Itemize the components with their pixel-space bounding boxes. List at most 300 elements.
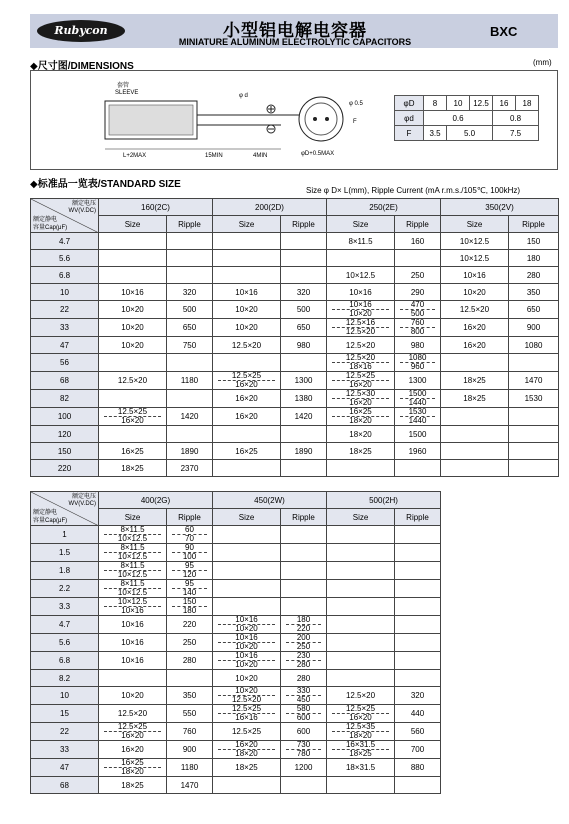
- size-cell: 18×25: [213, 759, 281, 777]
- lead-15min-label: 15MIN: [205, 153, 223, 159]
- table-row: [31, 372, 559, 390]
- voltage-header: 400(2G): [99, 492, 213, 509]
- capacitance-cell: 68: [31, 777, 99, 794]
- table-row: [31, 426, 559, 443]
- size-cell: [99, 250, 167, 267]
- ripple-cell: [395, 544, 441, 562]
- size-cell: [99, 267, 167, 284]
- dimension-row-phid: [395, 111, 539, 126]
- ripple-cell: [167, 267, 213, 284]
- size-cell: 8×11.5 10×12.5: [99, 562, 167, 580]
- size-header: Size: [327, 216, 395, 233]
- table-row: [31, 544, 441, 562]
- size-cell: 10×20: [213, 301, 281, 319]
- ripple-cell: 900: [167, 741, 213, 759]
- size-cell: [327, 652, 395, 670]
- size-cell: 10×20 12.5×20: [213, 687, 281, 705]
- size-cell: [327, 777, 395, 794]
- capacitance-cell: 4.7: [31, 616, 99, 634]
- ripple-cell: 760 800: [395, 319, 441, 337]
- size-cell: [99, 426, 167, 443]
- voltage-header: 200(2D): [213, 199, 327, 216]
- size-cell: [99, 233, 167, 250]
- table-row: [31, 267, 559, 284]
- length-label: L+2MAX: [123, 153, 147, 159]
- ripple-cell: 1500 1440: [395, 390, 441, 408]
- ripple-cell: [281, 354, 327, 372]
- capacitance-cell: 4.7: [31, 233, 99, 250]
- table-row: [31, 652, 441, 670]
- size-cell: 10×12.5 10×16: [99, 598, 167, 616]
- size-cell: 12.5×25 16×20: [99, 408, 167, 426]
- capacitance-cell: 220: [31, 460, 99, 477]
- capacitor-top-view: [299, 97, 343, 141]
- size-cell: 18×25: [99, 460, 167, 477]
- ripple-cell: 1380: [281, 390, 327, 408]
- ripple-cell: 650: [281, 319, 327, 337]
- size-cell: 10×12.5: [441, 233, 509, 250]
- f-label: F: [353, 119, 357, 125]
- ripple-cell: 1080 960: [395, 354, 441, 372]
- size-cell: 18×31.5: [327, 759, 395, 777]
- capacitance-cell: 22: [31, 723, 99, 741]
- capacitance-cell: 47: [31, 759, 99, 777]
- ripple-cell: 320: [281, 284, 327, 301]
- ripple-cell: [395, 526, 441, 544]
- unit-label: (mm): [533, 58, 552, 67]
- size-cell: 10×16: [99, 616, 167, 634]
- ripple-cell: 1530 1440: [395, 408, 441, 426]
- table-row: [31, 741, 441, 759]
- ripple-cell: 500: [281, 301, 327, 319]
- ripple-header: Ripple: [281, 509, 327, 526]
- ripple-cell: 440: [395, 705, 441, 723]
- ripple-cell: 470 500: [395, 301, 441, 319]
- size-cell: 16×25 18×20: [99, 759, 167, 777]
- ripple-cell: [281, 460, 327, 477]
- capacitance-cell: 10: [31, 687, 99, 705]
- ripple-cell: 760: [167, 723, 213, 741]
- ripple-cell: [395, 670, 441, 687]
- ripple-cell: 350: [167, 687, 213, 705]
- table-row: [31, 250, 559, 267]
- size-cell: 12.5×20: [99, 372, 167, 390]
- size-cell: [441, 460, 509, 477]
- ripple-header: Ripple: [167, 509, 213, 526]
- ripple-cell: [167, 250, 213, 267]
- ripple-cell: 230 280: [281, 652, 327, 670]
- capacitance-cell: 15: [31, 705, 99, 723]
- size-cell: 10×12.5: [327, 267, 395, 284]
- size-cell: 12.5×35 18×20: [327, 723, 395, 741]
- size-cell: 16×20: [99, 741, 167, 759]
- dimensions-heading: ◆尺寸图/DIMENSIONS: [30, 61, 134, 72]
- size-cell: [213, 426, 281, 443]
- size-cell: 16×20: [441, 319, 509, 337]
- capacitor-sleeve: [109, 105, 193, 135]
- ripple-cell: 1960: [395, 443, 441, 460]
- ripple-cell: 180: [509, 250, 559, 267]
- ripple-cell: 1080: [509, 337, 559, 354]
- ripple-cell: 330 450: [281, 687, 327, 705]
- size-cell: [441, 426, 509, 443]
- size-cell: 18×20: [327, 426, 395, 443]
- size-cell: 12.5×25 16×16: [213, 705, 281, 723]
- table-row: [31, 777, 441, 794]
- size-cell: 16×25 18×20: [327, 408, 395, 426]
- size-header: Size: [441, 216, 509, 233]
- capacitance-cell: 6.8: [31, 267, 99, 284]
- size-cell: [441, 354, 509, 372]
- ripple-cell: [281, 598, 327, 616]
- ripple-cell: 900: [509, 319, 559, 337]
- table-row: [31, 284, 559, 301]
- page-title-cn: 小型铝电解电容器: [223, 21, 367, 40]
- ripple-cell: [509, 354, 559, 372]
- size-cell: [213, 598, 281, 616]
- header-corner: 额定电压 WV(V.DC) 额定静电 容量Cap(μF): [31, 492, 99, 526]
- ripple-cell: 200 250: [281, 634, 327, 652]
- table-row: [31, 337, 559, 354]
- size-cell: [441, 443, 509, 460]
- table-row: [31, 354, 559, 372]
- ripple-cell: 550: [167, 705, 213, 723]
- ripple-cell: [395, 777, 441, 794]
- header-corner: 额定电压 WV(V.DC) 额定静电 容量Cap(μF): [31, 199, 99, 233]
- ripple-cell: 980: [281, 337, 327, 354]
- ripple-cell: 95 120: [167, 562, 213, 580]
- size-cell: 10×16: [99, 652, 167, 670]
- cell: φD: [395, 96, 424, 111]
- size-cell: 16×31.5 18×25: [327, 741, 395, 759]
- size-cell: [213, 777, 281, 794]
- ripple-cell: 1300: [281, 372, 327, 390]
- ripple-cell: 730 780: [281, 741, 327, 759]
- size-cell: [327, 580, 395, 598]
- ripple-cell: [509, 460, 559, 477]
- standard-size-table-1: [30, 198, 559, 477]
- ripple-cell: 280: [509, 267, 559, 284]
- capacitance-cell: 5.6: [31, 634, 99, 652]
- capacitance-cell: 3.3: [31, 598, 99, 616]
- voltage-header: 450(2W): [213, 492, 327, 509]
- size-cell: 10×20: [213, 670, 281, 687]
- ripple-cell: 650: [509, 301, 559, 319]
- capacitance-cell: 56: [31, 354, 99, 372]
- ripple-cell: 280: [281, 670, 327, 687]
- table-row: [31, 580, 441, 598]
- table-row: [31, 670, 441, 687]
- size-cell: 12.5×30 16×20: [327, 390, 395, 408]
- size-cell: 8×11.5: [327, 233, 395, 250]
- dimension-row-F: [395, 126, 539, 141]
- capacitance-cell: 8.2: [31, 670, 99, 687]
- ripple-cell: 280: [167, 652, 213, 670]
- ripple-cell: 320: [167, 284, 213, 301]
- cell: 5.0: [447, 126, 493, 141]
- voltage-header: 250(2E): [327, 199, 441, 216]
- table-row: [31, 319, 559, 337]
- size-cell: 18×25: [99, 777, 167, 794]
- table-row: [31, 687, 441, 705]
- ripple-cell: [281, 233, 327, 250]
- ripple-cell: [281, 250, 327, 267]
- table-row: [31, 759, 441, 777]
- size-cell: 12.5×20: [327, 687, 395, 705]
- ripple-cell: [281, 267, 327, 284]
- capacitance-cell: 100: [31, 408, 99, 426]
- size-cell: 12.5×20: [99, 705, 167, 723]
- size-cell: [213, 460, 281, 477]
- ripple-cell: [167, 354, 213, 372]
- ripple-cell: 1470: [167, 777, 213, 794]
- ripple-header: Ripple: [509, 216, 559, 233]
- ripple-cell: [281, 426, 327, 443]
- ripple-cell: [395, 634, 441, 652]
- size-cell: 12.5×20: [327, 337, 395, 354]
- ripple-header: Ripple: [281, 216, 327, 233]
- table-row: [31, 526, 441, 544]
- capacitance-cell: 22: [31, 301, 99, 319]
- ripple-cell: 750: [167, 337, 213, 354]
- ripple-cell: [281, 562, 327, 580]
- size-cell: [213, 580, 281, 598]
- size-cell: [213, 267, 281, 284]
- size-cell: 12.5×16 12.5×20: [327, 319, 395, 337]
- ripple-cell: 650: [167, 319, 213, 337]
- table-row: [31, 723, 441, 741]
- size-cell: 10×16 10×20: [327, 301, 395, 319]
- voltage-header: 500(2H): [327, 492, 441, 509]
- ripple-cell: [509, 443, 559, 460]
- page-title-en: MINIATURE ALUMINUM ELECTROLYTIC CAPACITORS: [178, 37, 412, 47]
- ripple-cell: 320: [395, 687, 441, 705]
- ripple-cell: [167, 390, 213, 408]
- size-cell: 10×16 10×20: [213, 634, 281, 652]
- size-cell: [213, 562, 281, 580]
- size-cell: 18×25: [327, 443, 395, 460]
- ripple-cell: [167, 670, 213, 687]
- size-cell: 12.5×20: [441, 301, 509, 319]
- ripple-cell: 980: [395, 337, 441, 354]
- size-cell: [327, 670, 395, 687]
- ripple-cell: 350: [509, 284, 559, 301]
- ripple-cell: 560: [395, 723, 441, 741]
- size-cell: 16×20: [213, 390, 281, 408]
- size-cell: [327, 634, 395, 652]
- ripple-cell: [281, 526, 327, 544]
- ripple-cell: 1420: [281, 408, 327, 426]
- ripple-cell: 250: [395, 267, 441, 284]
- size-cell: [213, 526, 281, 544]
- phid-top-label: φ 0.5: [349, 101, 363, 107]
- ripple-cell: 1180: [167, 372, 213, 390]
- size-cell: 12.5×25 16×20: [327, 372, 395, 390]
- size-cell: [213, 544, 281, 562]
- size-cell: 10×16 10×20: [213, 652, 281, 670]
- ripple-cell: 1470: [509, 372, 559, 390]
- size-cell: [327, 460, 395, 477]
- table-row: [31, 443, 559, 460]
- size-cell: 10×16: [327, 284, 395, 301]
- cell: 3.5: [424, 126, 447, 141]
- ripple-header: Ripple: [167, 216, 213, 233]
- ripple-cell: [395, 652, 441, 670]
- size-cell: 10×16 10×20: [213, 616, 281, 634]
- size-cell: [213, 250, 281, 267]
- capacitance-cell: 47: [31, 337, 99, 354]
- size-cell: 12.5×20 18×16: [327, 354, 395, 372]
- series-code: BXC: [490, 24, 518, 39]
- ripple-cell: 90 100: [167, 544, 213, 562]
- size-header: Size: [99, 509, 167, 526]
- size-cell: 12.5×25 16×20: [213, 372, 281, 390]
- ripple-cell: [167, 233, 213, 250]
- rubycon-logo: Rubycon: [37, 20, 125, 42]
- standard-size-table-2: [30, 491, 441, 794]
- table-row: [31, 408, 559, 426]
- size-header: Size: [213, 216, 281, 233]
- cell: 10: [447, 96, 470, 111]
- size-cell: 10×20: [99, 301, 167, 319]
- size-cell: 10×16: [213, 284, 281, 301]
- capacitance-cell: 68: [31, 372, 99, 390]
- sleeve-label: SLEEVE: [115, 90, 139, 96]
- size-cell: [441, 408, 509, 426]
- size-cell: 8×11.5 10×12.5: [99, 526, 167, 544]
- size-cell: 10×20: [441, 284, 509, 301]
- size-header: Size: [327, 509, 395, 526]
- size-cell: 10×20: [99, 319, 167, 337]
- size-cell: 10×16: [99, 284, 167, 301]
- ripple-cell: 1890: [167, 443, 213, 460]
- ripple-cell: [395, 460, 441, 477]
- ripple-cell: [281, 777, 327, 794]
- ripple-cell: 250: [167, 634, 213, 652]
- ripple-cell: 1200: [281, 759, 327, 777]
- size-cell: 16×25: [99, 443, 167, 460]
- lead-4min-label: 4MIN: [253, 153, 268, 159]
- table-row: [31, 705, 441, 723]
- capacitance-cell: 33: [31, 319, 99, 337]
- cell: 8: [424, 96, 447, 111]
- size-cell: 10×20: [99, 687, 167, 705]
- standard-size-heading: ◆标准品一览表/STANDARD SIZE: [30, 179, 181, 190]
- capacitance-cell: 150: [31, 443, 99, 460]
- ripple-cell: 2370: [167, 460, 213, 477]
- size-cell: 16×25: [213, 443, 281, 460]
- size-cell: 8×11.5 10×12.5: [99, 580, 167, 598]
- size-cell: [99, 670, 167, 687]
- ripple-cell: 700: [395, 741, 441, 759]
- ripple-cell: 180 220: [281, 616, 327, 634]
- capacitance-cell: 33: [31, 741, 99, 759]
- ripple-cell: 1300: [395, 372, 441, 390]
- cell: 18: [516, 96, 539, 111]
- size-cell: [327, 250, 395, 267]
- sleeve-cn-label: 套管: [117, 83, 130, 89]
- size-cell: [213, 233, 281, 250]
- ripple-cell: 290: [395, 284, 441, 301]
- cell: 0.8: [493, 111, 539, 126]
- ripple-cell: 880: [395, 759, 441, 777]
- size-header: Size: [99, 216, 167, 233]
- dimension-table: [394, 95, 539, 141]
- size-cell: [213, 354, 281, 372]
- size-cell: [327, 598, 395, 616]
- table-row: [31, 634, 441, 652]
- size-cell: 16×20 18×20: [213, 741, 281, 759]
- size-cell: 12.5×25 16×20: [327, 705, 395, 723]
- ripple-cell: 1180: [167, 759, 213, 777]
- voltage-header: 160(2C): [99, 199, 213, 216]
- cell: 12.5: [470, 96, 493, 111]
- size-cell: 8×11.5 10×12.5: [99, 544, 167, 562]
- phi-d-label: φ d: [239, 93, 248, 99]
- dimensions-panel: [30, 70, 558, 170]
- capacitance-cell: 82: [31, 390, 99, 408]
- table-row: [31, 301, 559, 319]
- ripple-cell: [509, 426, 559, 443]
- ripple-cell: 1530: [509, 390, 559, 408]
- cell: φd: [395, 111, 424, 126]
- table-row: [31, 616, 441, 634]
- size-cell: 16×20: [441, 337, 509, 354]
- size-cell: 12.5×25 16×20: [99, 723, 167, 741]
- capacitance-cell: 6.8: [31, 652, 99, 670]
- size-cell: [327, 526, 395, 544]
- ripple-cell: 95 140: [167, 580, 213, 598]
- capacitance-cell: 1: [31, 526, 99, 544]
- capacitance-cell: 10: [31, 284, 99, 301]
- size-cell: [99, 354, 167, 372]
- ripple-cell: 220: [167, 616, 213, 634]
- ripple-cell: [395, 580, 441, 598]
- size-cell: 18×25: [441, 372, 509, 390]
- ripple-cell: [395, 598, 441, 616]
- ripple-header: Ripple: [395, 216, 441, 233]
- size-cell: 16×20: [213, 408, 281, 426]
- ripple-cell: 1890: [281, 443, 327, 460]
- capacitance-cell: 1.5: [31, 544, 99, 562]
- ripple-cell: 500: [167, 301, 213, 319]
- capacitance-cell: 120: [31, 426, 99, 443]
- voltage-header: 350(2V): [441, 199, 559, 216]
- size-cell: 12.5×25: [213, 723, 281, 741]
- size-cell: [327, 562, 395, 580]
- ripple-cell: 60 70: [167, 526, 213, 544]
- ripple-cell: [395, 562, 441, 580]
- table-row: [31, 598, 441, 616]
- ripple-cell: 580 600: [281, 705, 327, 723]
- ripple-cell: [167, 426, 213, 443]
- ripple-cell: [281, 544, 327, 562]
- ripple-cell: 1500: [395, 426, 441, 443]
- ripple-cell: 1420: [167, 408, 213, 426]
- size-header: Size: [213, 509, 281, 526]
- size-cell: 10×20: [213, 319, 281, 337]
- ripple-cell: [395, 616, 441, 634]
- ripple-header: Ripple: [395, 509, 441, 526]
- size-cell: [327, 544, 395, 562]
- ripple-cell: 160: [395, 233, 441, 250]
- size-cell: 10×16: [99, 634, 167, 652]
- dimension-row-phiD: [395, 96, 539, 111]
- standard-size-note: Size φ D× L(mm), Ripple Current (mA r.m.s./105℃, 100kHz): [306, 186, 521, 195]
- ripple-cell: [395, 250, 441, 267]
- ripple-cell: 600: [281, 723, 327, 741]
- table-row: [31, 390, 559, 408]
